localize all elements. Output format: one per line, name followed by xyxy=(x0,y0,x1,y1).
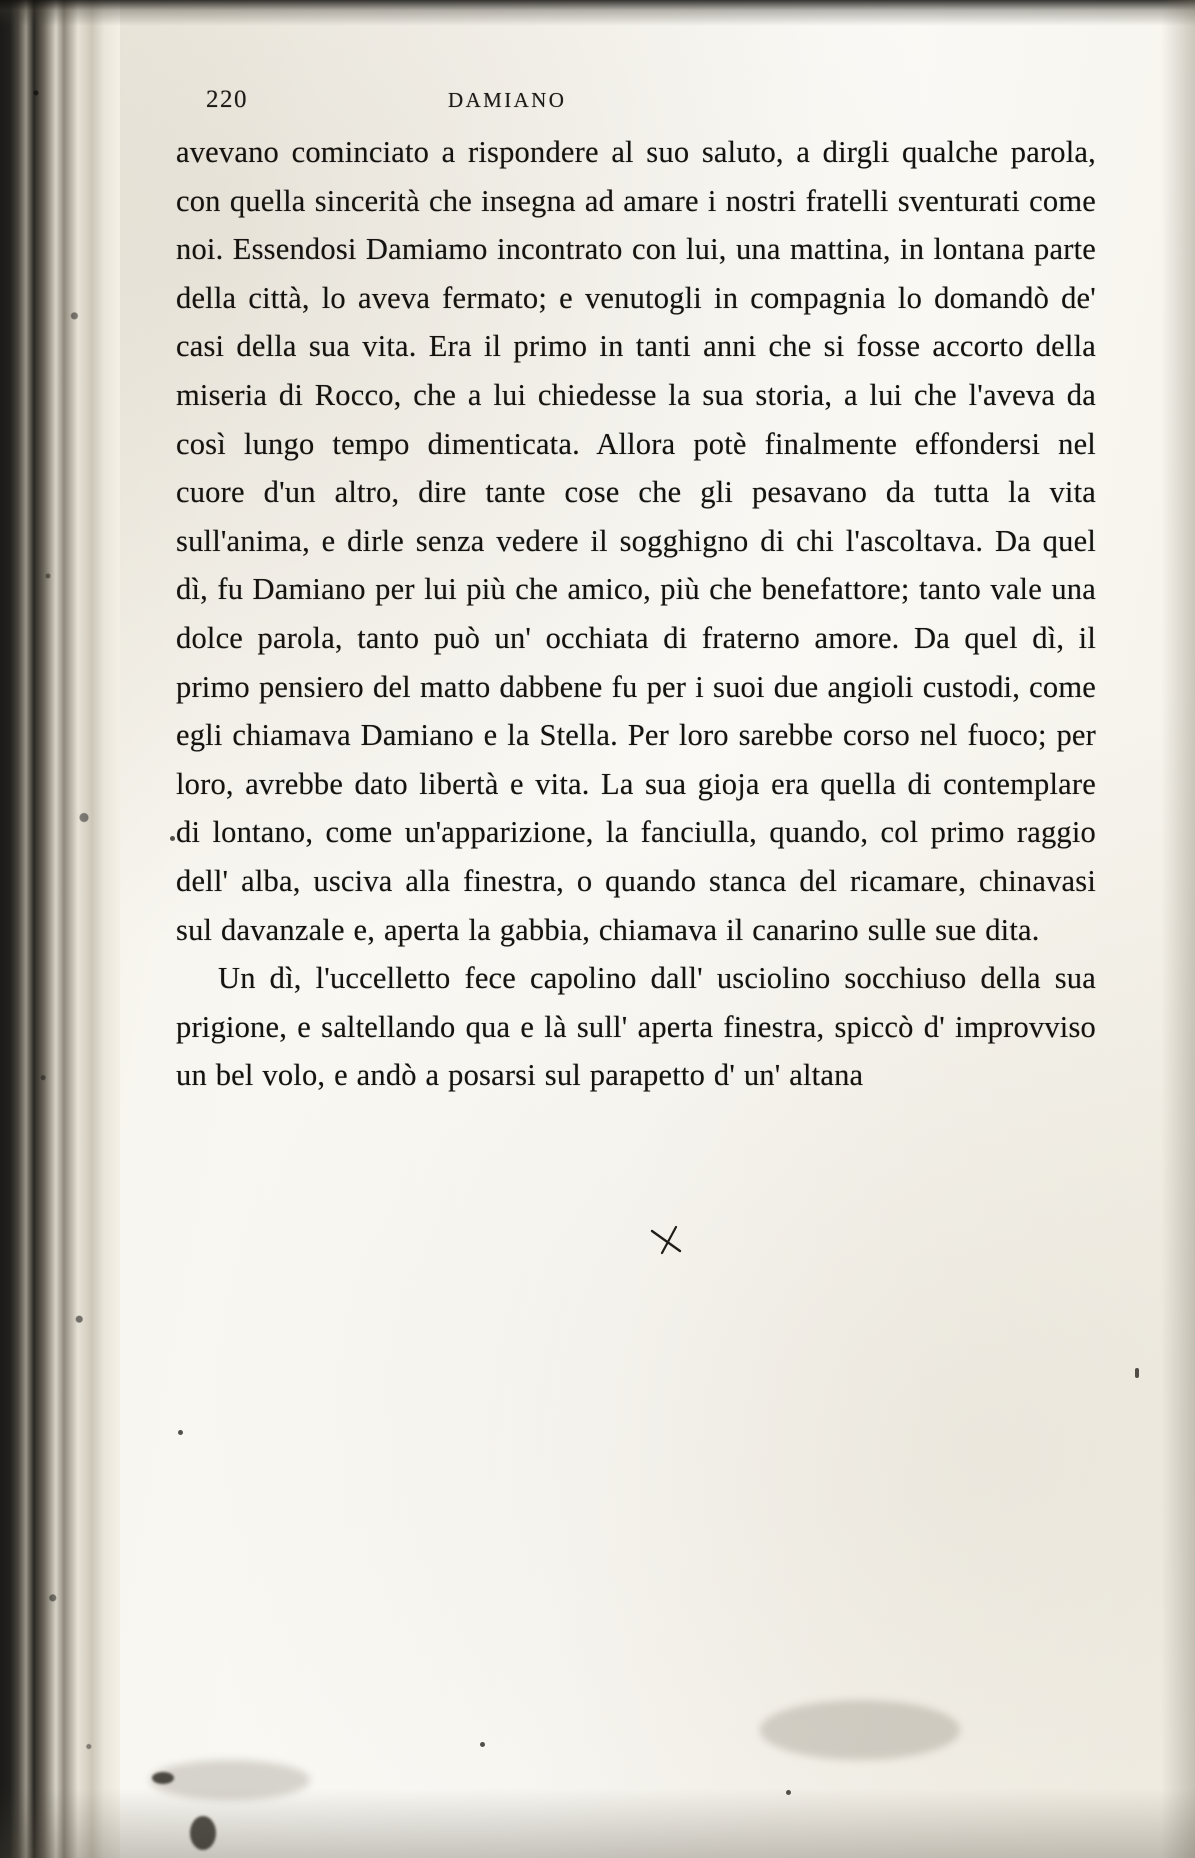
page-content xyxy=(120,0,1195,1858)
running-head: DAMIANO xyxy=(448,88,567,112)
paragraph: avevano cominciato a rispondere al suo saluto, a dirgli qualche parola, con quella sincerità che insegna ad amare i nostri fratelli sventurati come noi. Essendosi Damiamo incontrato con lui, una mattina, in lontana parte della città, lo aveva fermato; e venutogli in compagnia lo domandò de' casi della sua vita. Era il primo in tanti anni che si fosse accorto della miseria di Rocco, che a lui chiedesse la sua storia, a lui che l'aveva da così lungo tempo dimenticata. Allora potè finalmente effondersi nel cuore d'un altro, dire tante cose che gli pesavano da tutta la vita sull'anima, e dirle senza vedere il sogghigno di chi l'ascoltava. Da quel dì, fu Damiano per lui più che amico, più che benefattore; tanto vale una dolce parola, tanto può un' occhiata di fraterno amore. Da quel dì, il primo pensiero del matto dabbene fu per i suoi due angioli custodi, come egli chiamava Damiano e la Stella. Per loro sarebbe corso nel fuoco; per loro, avrebbe dato libertà e vita. La sua gioja era quella di contemplare di lontano, come un'apparizione, la fanciulla, quando, col primo raggio dell' alba, usciva alla finestra, o quando stanca del ricamare, chinavasi sul davanzale e, aperta la gabbia, chiamava il canarino sulle sue dita. xyxy=(176,135,1096,947)
page-header xyxy=(206,86,1086,114)
gutter-speckle-texture xyxy=(0,0,120,1858)
check-mark-annotation-icon xyxy=(650,1225,684,1255)
page-number: 220 xyxy=(206,86,248,113)
body-text xyxy=(176,128,1096,1100)
paragraph: Un dì, l'uccelletto fece capolino dall' usciolino socchiuso della sua prigione, e saltellando qua e là sull' aperta finestra, spiccò d' improvviso un bel volo, e andò a posarsi sul parapetto d' un' altana xyxy=(176,961,1096,1093)
